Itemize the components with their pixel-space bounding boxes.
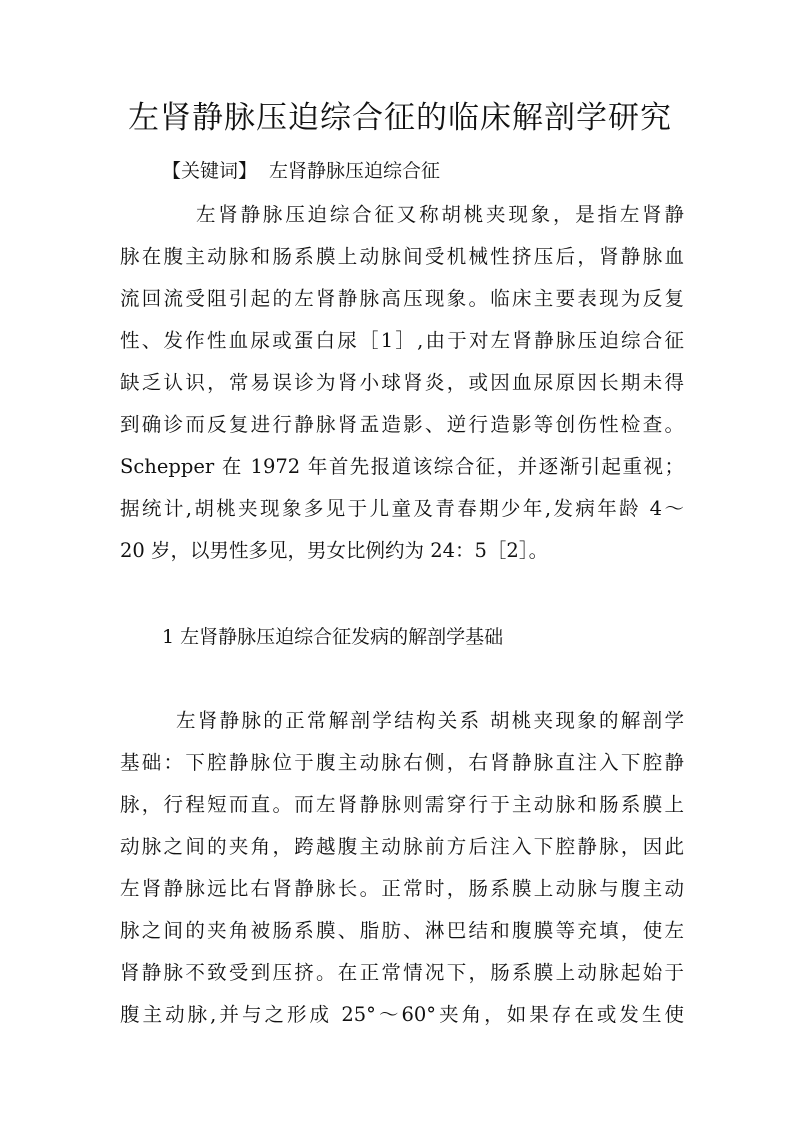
paragraph-line: 流回流受阻引起的左肾静脉高压现象。临床主要表现为反复 [120,287,684,310]
paragraph-line: 腹主动脉,并与之形成 25°～60°夹角，如果存在或发生使 [120,1003,684,1026]
paragraph-line: 脉之间的夹角被肠系膜、脂肪、淋巴结和腹膜等充填，使左 [120,919,684,942]
paragraph-line: 左肾静脉压迫综合征又称胡桃夹现象，是指左肾静 [196,203,684,226]
paragraph-line: 性、发作性血尿或蛋白尿［1］,由于对左肾静脉压迫综合征 [120,329,684,352]
paragraph-line: 基础：下腔静脉位于腹主动脉右侧，右肾静脉直注入下腔静 [120,751,684,774]
keywords-label: 【关键词】 [162,160,258,182]
paragraph-line: 20 岁，以男性多见，男女比例约为 24：5［2］。 [120,539,549,562]
paragraph-line: 左肾静脉远比右肾静脉长。正常时，肠系膜上动脉与腹主动 [120,877,684,900]
page-title: 左肾静脉压迫综合征的临床解剖学研究 [128,100,672,136]
keywords-line [162,156,440,186]
paragraph-line: Schepper 在 1972 年首先报道该综合征，并逐渐引起重视； [120,455,684,478]
paragraph-line: 脉，行程短而直。而左肾静脉则需穿行于主动脉和肠系膜上 [120,793,684,816]
paragraph-line: 肾静脉不致受到压挤。在正常情况下，肠系膜上动脉起始于 [120,961,684,984]
paragraph-line: 到确诊而反复进行静脉肾盂造影、逆行造影等创伤性检查。 [120,413,684,436]
section-heading: 1 左肾静脉压迫综合征发病的解剖学基础 [162,626,504,648]
paragraph-line: 动脉之间的夹角，跨越腹主动脉前方后注入下腔静脉，因此 [120,835,684,858]
paragraph-line: 左肾静脉的正常解剖学结构关系 胡桃夹现象的解剖学 [176,709,684,732]
keywords-text: 左肾静脉压迫综合征 [269,160,441,182]
paragraph-line: 据统计,胡桃夹现象多见于儿童及青春期少年,发病年龄 4～ [120,497,684,520]
paragraph-line: 脉在腹主动脉和肠系膜上动脉间受机械性挤压后，肾静脉血 [120,245,684,268]
paragraph-line: 缺乏认识，常易误诊为肾小球肾炎，或因血尿原因长期未得 [120,371,684,394]
